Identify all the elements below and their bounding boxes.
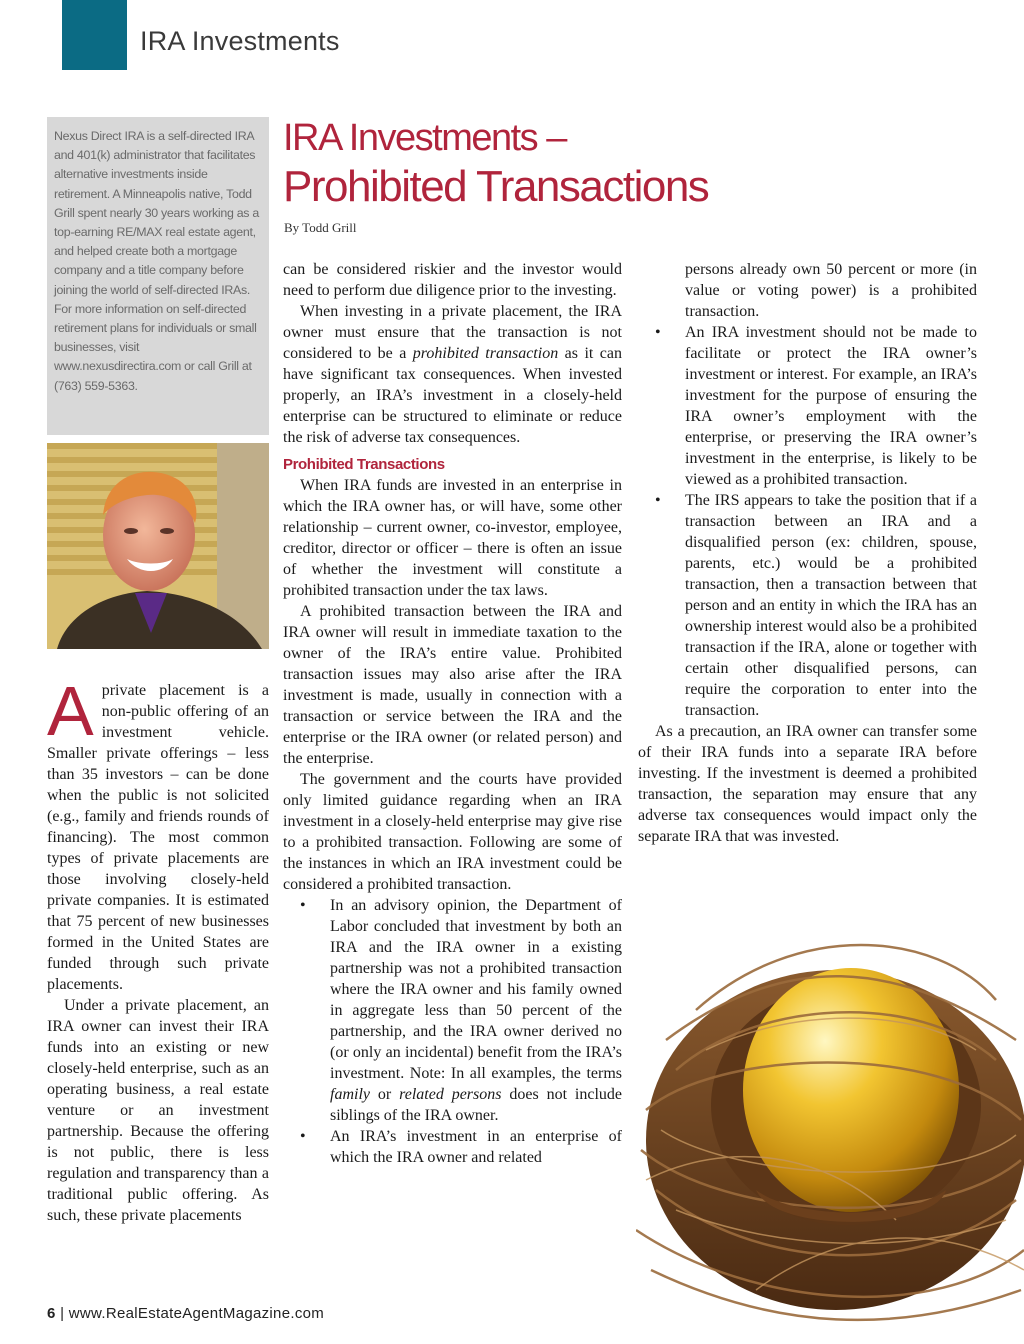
emphasis-term: prohibited transaction bbox=[412, 345, 559, 362]
byline: By Todd Grill bbox=[284, 220, 357, 235]
paragraph-intro bbox=[47, 672, 269, 995]
emphasis-term: family bbox=[330, 1086, 370, 1103]
footer-url: www.RealEstateAgentMagazine.com bbox=[68, 1305, 325, 1322]
paragraph-guidance: The government and the courts have provided only limited guidance regarding when an IRA investment in a closely-held enterprise may give rise to a prohibited transaction. Following are some of the instances in which an IRA investment could be considered a prohibited transaction. bbox=[283, 771, 622, 893]
bullet-text: does not include siblings of the IRA owner. bbox=[330, 1086, 622, 1124]
bullet-list bbox=[638, 322, 977, 721]
paragraph-text: as it can have significant tax consequences. When invested properly, an IRA’s investment in a closely-held enterprise can be structured to eliminate or reduce the risk of adverse tax consequences. bbox=[283, 345, 622, 446]
subheading-prohibited-transactions: Prohibited Transactions bbox=[283, 456, 445, 473]
bullet-item-facilitate: • An IRA investment should not be made to facilitate or protect the IRA owner’s investment or interest. For example, an IRA’s investment for the purpose of ensuring the IRA owner’s employment with the enterprise, or preserving the IRA owner’s investment in the enterprise, is likely to be viewed as a prohibited transaction. bbox=[638, 322, 977, 490]
section-title: IRA Investments bbox=[140, 26, 340, 56]
paragraph-text: When investing in a private placement, the IRA owner must ensure that the transaction is not considered to be a bbox=[283, 303, 622, 362]
bullet-item-advisory bbox=[283, 895, 622, 1126]
article-column-2 bbox=[283, 259, 622, 1168]
author-bio-text: Nexus Direct IRA is a self-directed IRA and 401(k) administrator that facilitates alternative investments inside retirement. A Minneapolis native, Todd Grill spent nearly 30 years working as a top-earning RE/MAX real estate agent, and helped create both a mortgage company and a title company before joining the world of self-directed IRAs. For more information on self-directed retirement plans for individuals or small businesses, visit www.nexusdirectira.com or call Grill at (763) 559-5363. bbox=[54, 129, 259, 393]
bullet-item-ownership: • An IRA’s investment in an enterprise of which the IRA owner and related bbox=[283, 1126, 622, 1168]
drop-cap: A bbox=[47, 672, 94, 750]
paragraph-private-placement-ensure bbox=[283, 301, 622, 448]
header-color-block bbox=[62, 0, 127, 70]
footer-separator: | bbox=[60, 1305, 65, 1322]
bullet-list bbox=[283, 895, 622, 1168]
emphasis-term: related persons bbox=[399, 1086, 502, 1103]
author-photo bbox=[47, 443, 269, 649]
paragraph-private-placement: Under a private placement, an IRA owner can invest their IRA funds into an existing or new closely-held enterprise, such as an operating business, a real estate venture or an investment partnership. Because the offering is not public, there is less regulation and transparency than a traditional public offering. As such, these private placements bbox=[47, 997, 269, 1224]
bullet-item-ownership-continued: persons already own 50 percent or more (in value or voting power) is a prohibited transaction. bbox=[685, 261, 977, 320]
paragraph-continued: can be considered riskier and the investor would need to perform due diligence prior to the investing. bbox=[283, 261, 622, 299]
bullet-text: In an advisory opinion, the Department of Labor concluded that investment by both an IRA and the IRA owner in a existing partnership was not a prohibited transaction where the IRA owner and his family owned in aggregate less than 50 percent of the partnership, and the IRA owner derived no (or only an incidental) benefit from the IRA’s investment. Note: In all examples, the terms bbox=[330, 897, 622, 1082]
page-footer bbox=[47, 1305, 324, 1322]
page-number: 6 bbox=[47, 1305, 56, 1322]
article-title-line2: Prohibited Transactions bbox=[283, 162, 709, 211]
article-column-3 bbox=[638, 259, 977, 847]
bullet-text: or bbox=[370, 1086, 400, 1103]
golden-egg-nest-image bbox=[636, 890, 1024, 1339]
article-column-1 bbox=[47, 672, 269, 1226]
paragraph-intro-text: private placement is a non-public offering of an investment vehicle. Smaller private offerings – less than 35 investors – can be done when the public is not solicited (e.g., family and friends rounds of financing). The most common types of private placements are those involving closely-held private companies. It is estimated that 75 percent of new businesses formed in the United States are funded through such private placements. bbox=[47, 682, 269, 993]
article-title bbox=[283, 115, 708, 213]
author-bio-box bbox=[47, 117, 269, 435]
paragraph-taxation: A prohibited transaction between the IRA and IRA owner will result in immediate taxation to the owner of the IRA’s entire value. Prohibited transaction issues may also arise after the IRA investment is made, usually in connection with a transaction or service between the IRA and the enterprise or the IRA owner (or related person) and the enterprise. bbox=[283, 603, 622, 767]
paragraph-relationship: When IRA funds are invested in an enterprise in which the IRA owner has, or will have, some other relationship – current owner, co-investor, employee, creditor, director or officer – there is often an issue of whether the investment will constitute a prohibited transaction under the tax laws. bbox=[283, 477, 622, 599]
article-title-line1: IRA Investments – bbox=[283, 117, 566, 159]
paragraph-precaution: As a precaution, an IRA owner can transfer some of their IRA funds into a separate IRA before investing. If the investment is deemed a prohibited transaction, the separation may ensure that any adverse tax consequences would impact only the separate IRA that was invested. bbox=[638, 723, 977, 845]
bullet-item-irs-position: • The IRS appears to take the position that if a transaction between an IRA and a disqualified person (ex: children, spouse, parents, etc.) would be a prohibited transaction, then a transaction between that person and an entity in which the IRA has an ownership interest would also be a prohibited transaction if the IRA, alone or together with certain other disqualified persons, can require the corporation to enter into the transaction. bbox=[638, 490, 977, 721]
